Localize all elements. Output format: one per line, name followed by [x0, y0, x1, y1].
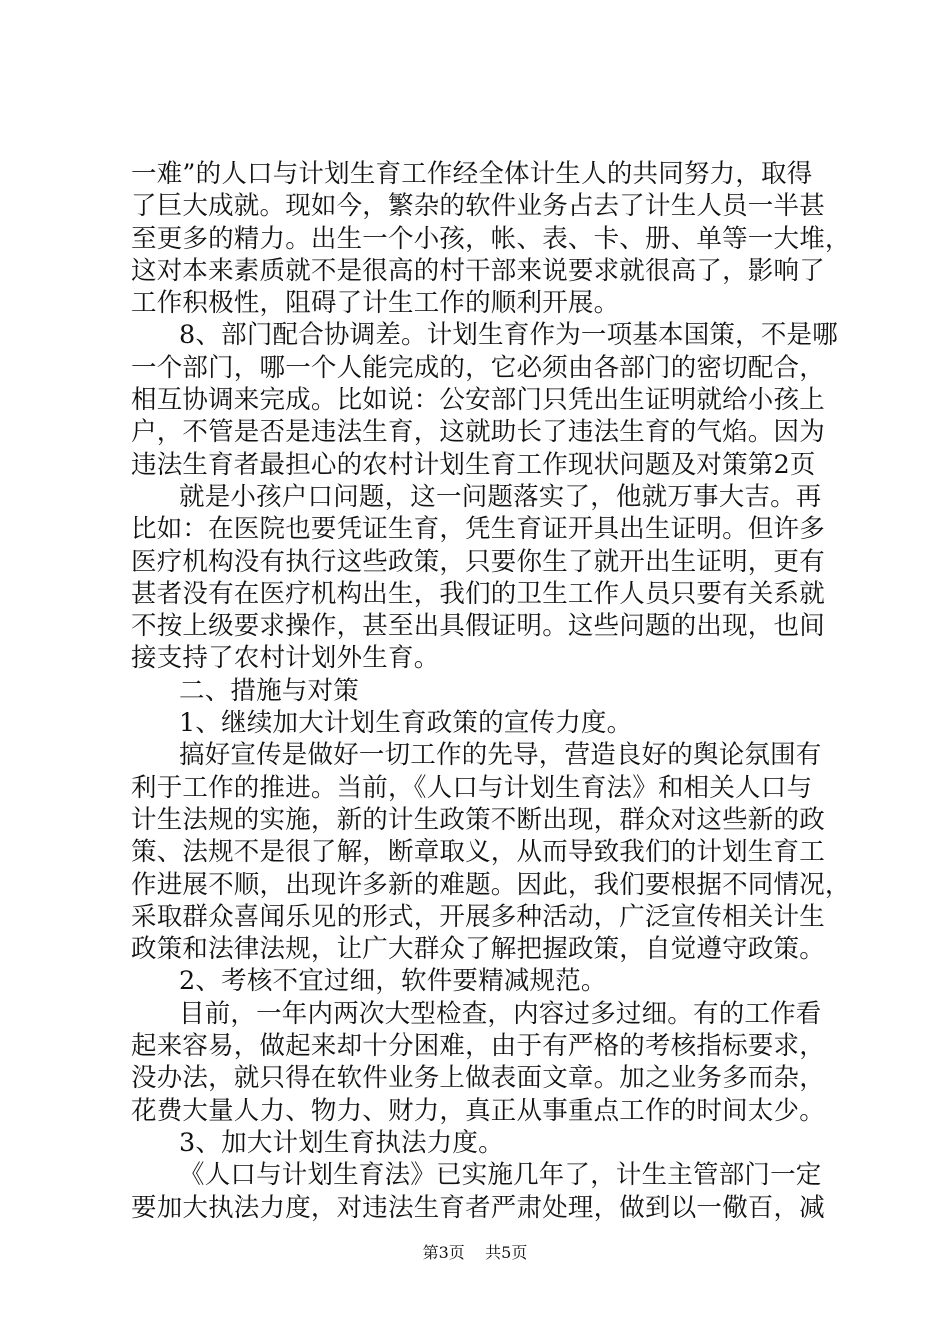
text-line: 政策和法律法规，让广大群众了解把握政策，自觉遵守政策。: [131, 934, 825, 965]
text-line: 比如：在医院也要凭证生育，凭生育证开具出生证明。但许多: [131, 514, 825, 545]
page-total: 共5页: [485, 1243, 528, 1262]
text-line: 搞好宣传是做好一切工作的先导，营造良好的舆论氛围有: [179, 740, 822, 771]
text-line: 8、部门配合协调差。计划生育作为一项基本国策，不是哪: [179, 320, 838, 351]
text-line: 作进展不顺，出现许多新的难题。因此，我们要根据不同情况，: [131, 869, 851, 900]
text-line: 接支持了农村计划外生育。: [131, 643, 440, 674]
text-line: 计生法规的实施，新的计生政策不断出现，群众对这些新的政: [131, 804, 825, 835]
text-line: 相互协调来完成。比如说：公安部门只凭出生证明就给小孩上: [131, 385, 825, 416]
text-line: 甚者没有在医疗机构出生，我们的卫生工作人员只要有关系就: [131, 578, 825, 609]
text-line: 一难”的人口与计划生育工作经全体计生人的共同努力，取得: [131, 159, 813, 189]
text-line: 至更多的精力。出生一个小孩，帐、表、卡、册、单等一大堆，: [131, 223, 851, 254]
text-line: 没办法，就只得在软件业务上做表面文章。加之业务多而杂，: [131, 1063, 825, 1094]
footer-spacer: [470, 1243, 480, 1262]
text-line: 2、考核不宜过细，软件要精减规范。: [179, 966, 607, 997]
text-line: 起来容易，做起来却十分困难，由于有严格的考核指标要求，: [131, 1031, 825, 1062]
text-line: 要加大执法力度，对违法生育者严肃处理，做到以一儆百，减: [131, 1192, 825, 1223]
text-line: 就是小孩户口问题，这一问题落实了，他就万事大吉。再: [179, 481, 822, 512]
text-line: 采取群众喜闻乐见的形式，开展多种活动，广泛宣传相关计生: [131, 901, 825, 932]
text-line: 一个部门，哪一个人能完成的，它必须由各部门的密切配合，: [131, 352, 825, 383]
text-line: 这对本来素质就不是很高的村干部来说要求就很高了，影响了: [131, 255, 825, 286]
document-body: [131, 158, 851, 1224]
text-line: 目前，一年内两次大型检查，内容过多过细。有的工作看: [179, 998, 822, 1029]
text-line: 利于工作的推进。当前，《人口与计划生育法》和相关人口与: [131, 772, 813, 803]
text-line: 1、继续加大计划生育政策的宣传力度。: [179, 708, 633, 739]
text-line: 花费大量人力、物力、财力，真正从事重点工作的时间太少。: [131, 1095, 825, 1126]
text-line: 违法生育者最担心的农村计划生育工作现状问题及对策第2页: [131, 449, 816, 480]
text-line: 医疗机构没有执行这些政策，只要你生了就开出生证明，更有: [131, 546, 825, 577]
text-line: 了巨大成就。现如今，繁杂的软件业务占去了计生人员一半甚: [131, 191, 825, 222]
text-line: 《人口与计划生育法》已实施几年了，计生主管部门一定: [179, 1160, 822, 1191]
page-footer: [0, 1243, 950, 1263]
text-line: 户，不管是否是违法生育，这就助长了违法生育的气焰。因为: [131, 417, 825, 448]
text-line: 策、法规不是很了解，断章取义，从而导致我们的计划生育工: [131, 837, 825, 868]
text-line: 工作积极性，阻碍了计生工作的顺利开展。: [131, 288, 620, 319]
text-line: 不按上级要求操作，甚至出具假证明。这些问题的出现，也间: [131, 611, 825, 642]
text-line: 二、措施与对策: [179, 675, 359, 706]
page-number: 第3页: [422, 1243, 465, 1262]
text-line: 3、加大计划生育执法力度。: [179, 1127, 504, 1158]
